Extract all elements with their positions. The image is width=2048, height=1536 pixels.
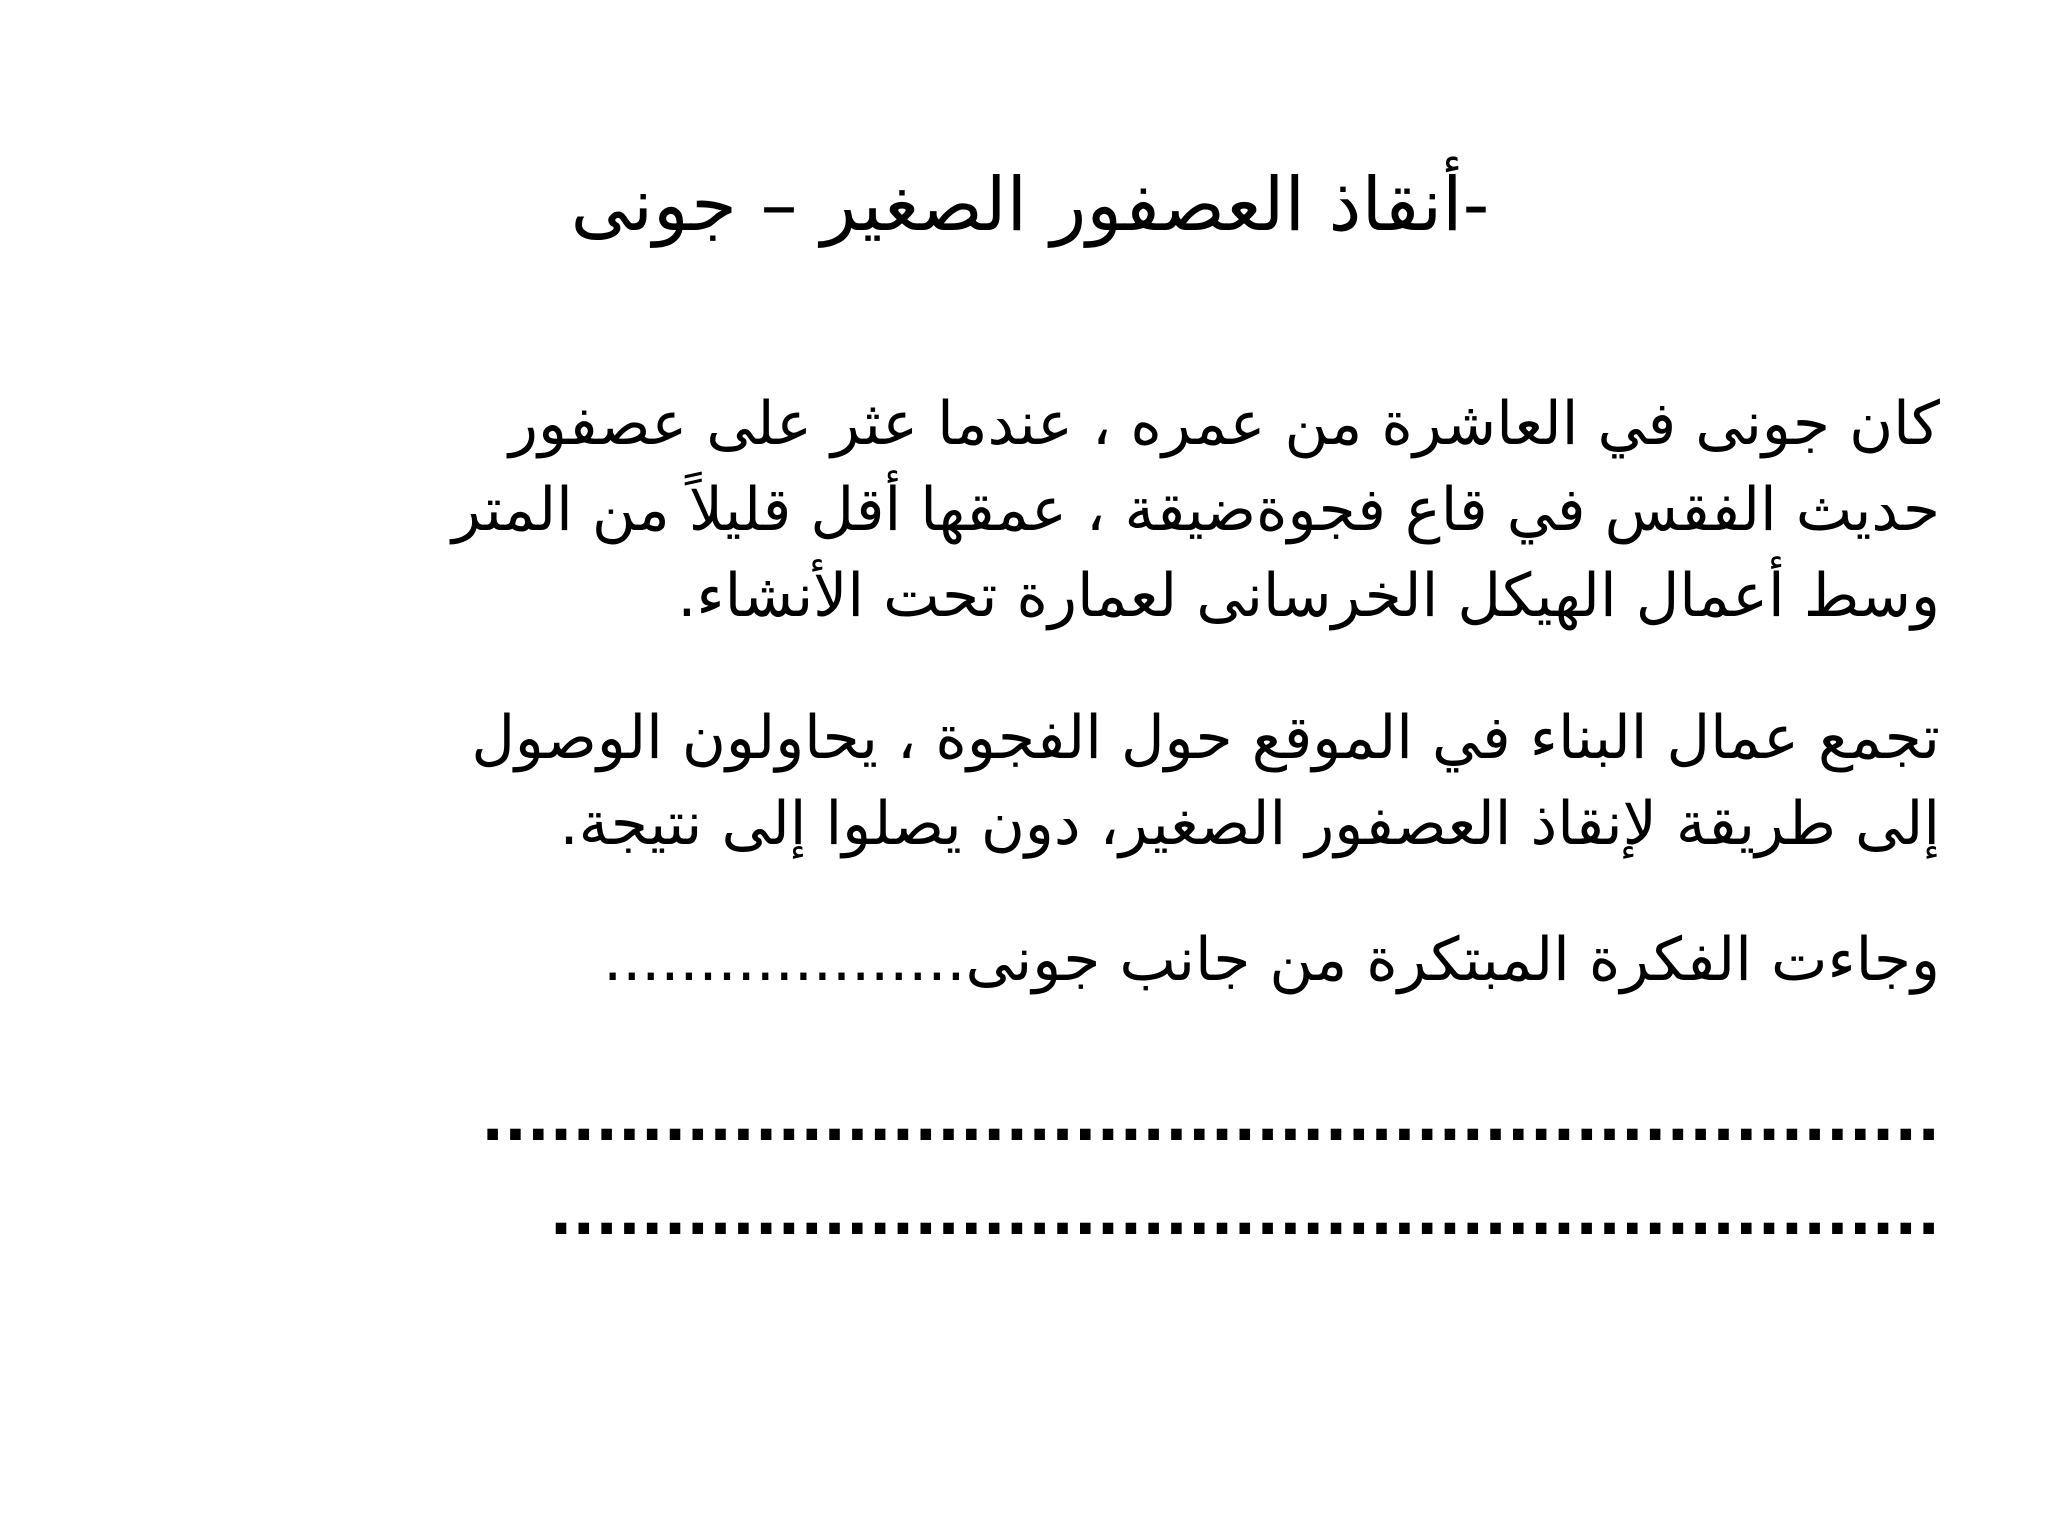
paragraph-3-line-1: وجاءت الفكرة المبتكرة من جانب جونى................... (603, 925, 1940, 995)
paragraph-1-line-1: كان جونى في العاشرة من عمره ، عندما عثر على عصفور (509, 389, 1940, 459)
page-title: -أنقاذ العصفور الصغير – جونى (570, 162, 1490, 248)
answer-dotted-line-1: ................................................................ (481, 1085, 1940, 1155)
paragraph-2-line-1: تجمع عمال البناء في الموقع حول الفجوة ، يحاولون الوصول (471, 703, 1940, 773)
paragraph-1-line-3: وسط أعمال الهيكل الخرسانى لعمارة تحت الأنشاء. (677, 561, 1940, 631)
paragraph-2-line-2: إلى طريقة لإنقاذ العصفور الصغير، دون يصلوا إلى نتيجة. (559, 789, 1940, 859)
paragraph-1-line-2: حديث الفقس في قاع فجوةضيقة ، عمقها أقل قليلاً من المتر (452, 475, 1940, 545)
answer-dotted-line-2: ............................................................. (549, 1179, 1940, 1249)
